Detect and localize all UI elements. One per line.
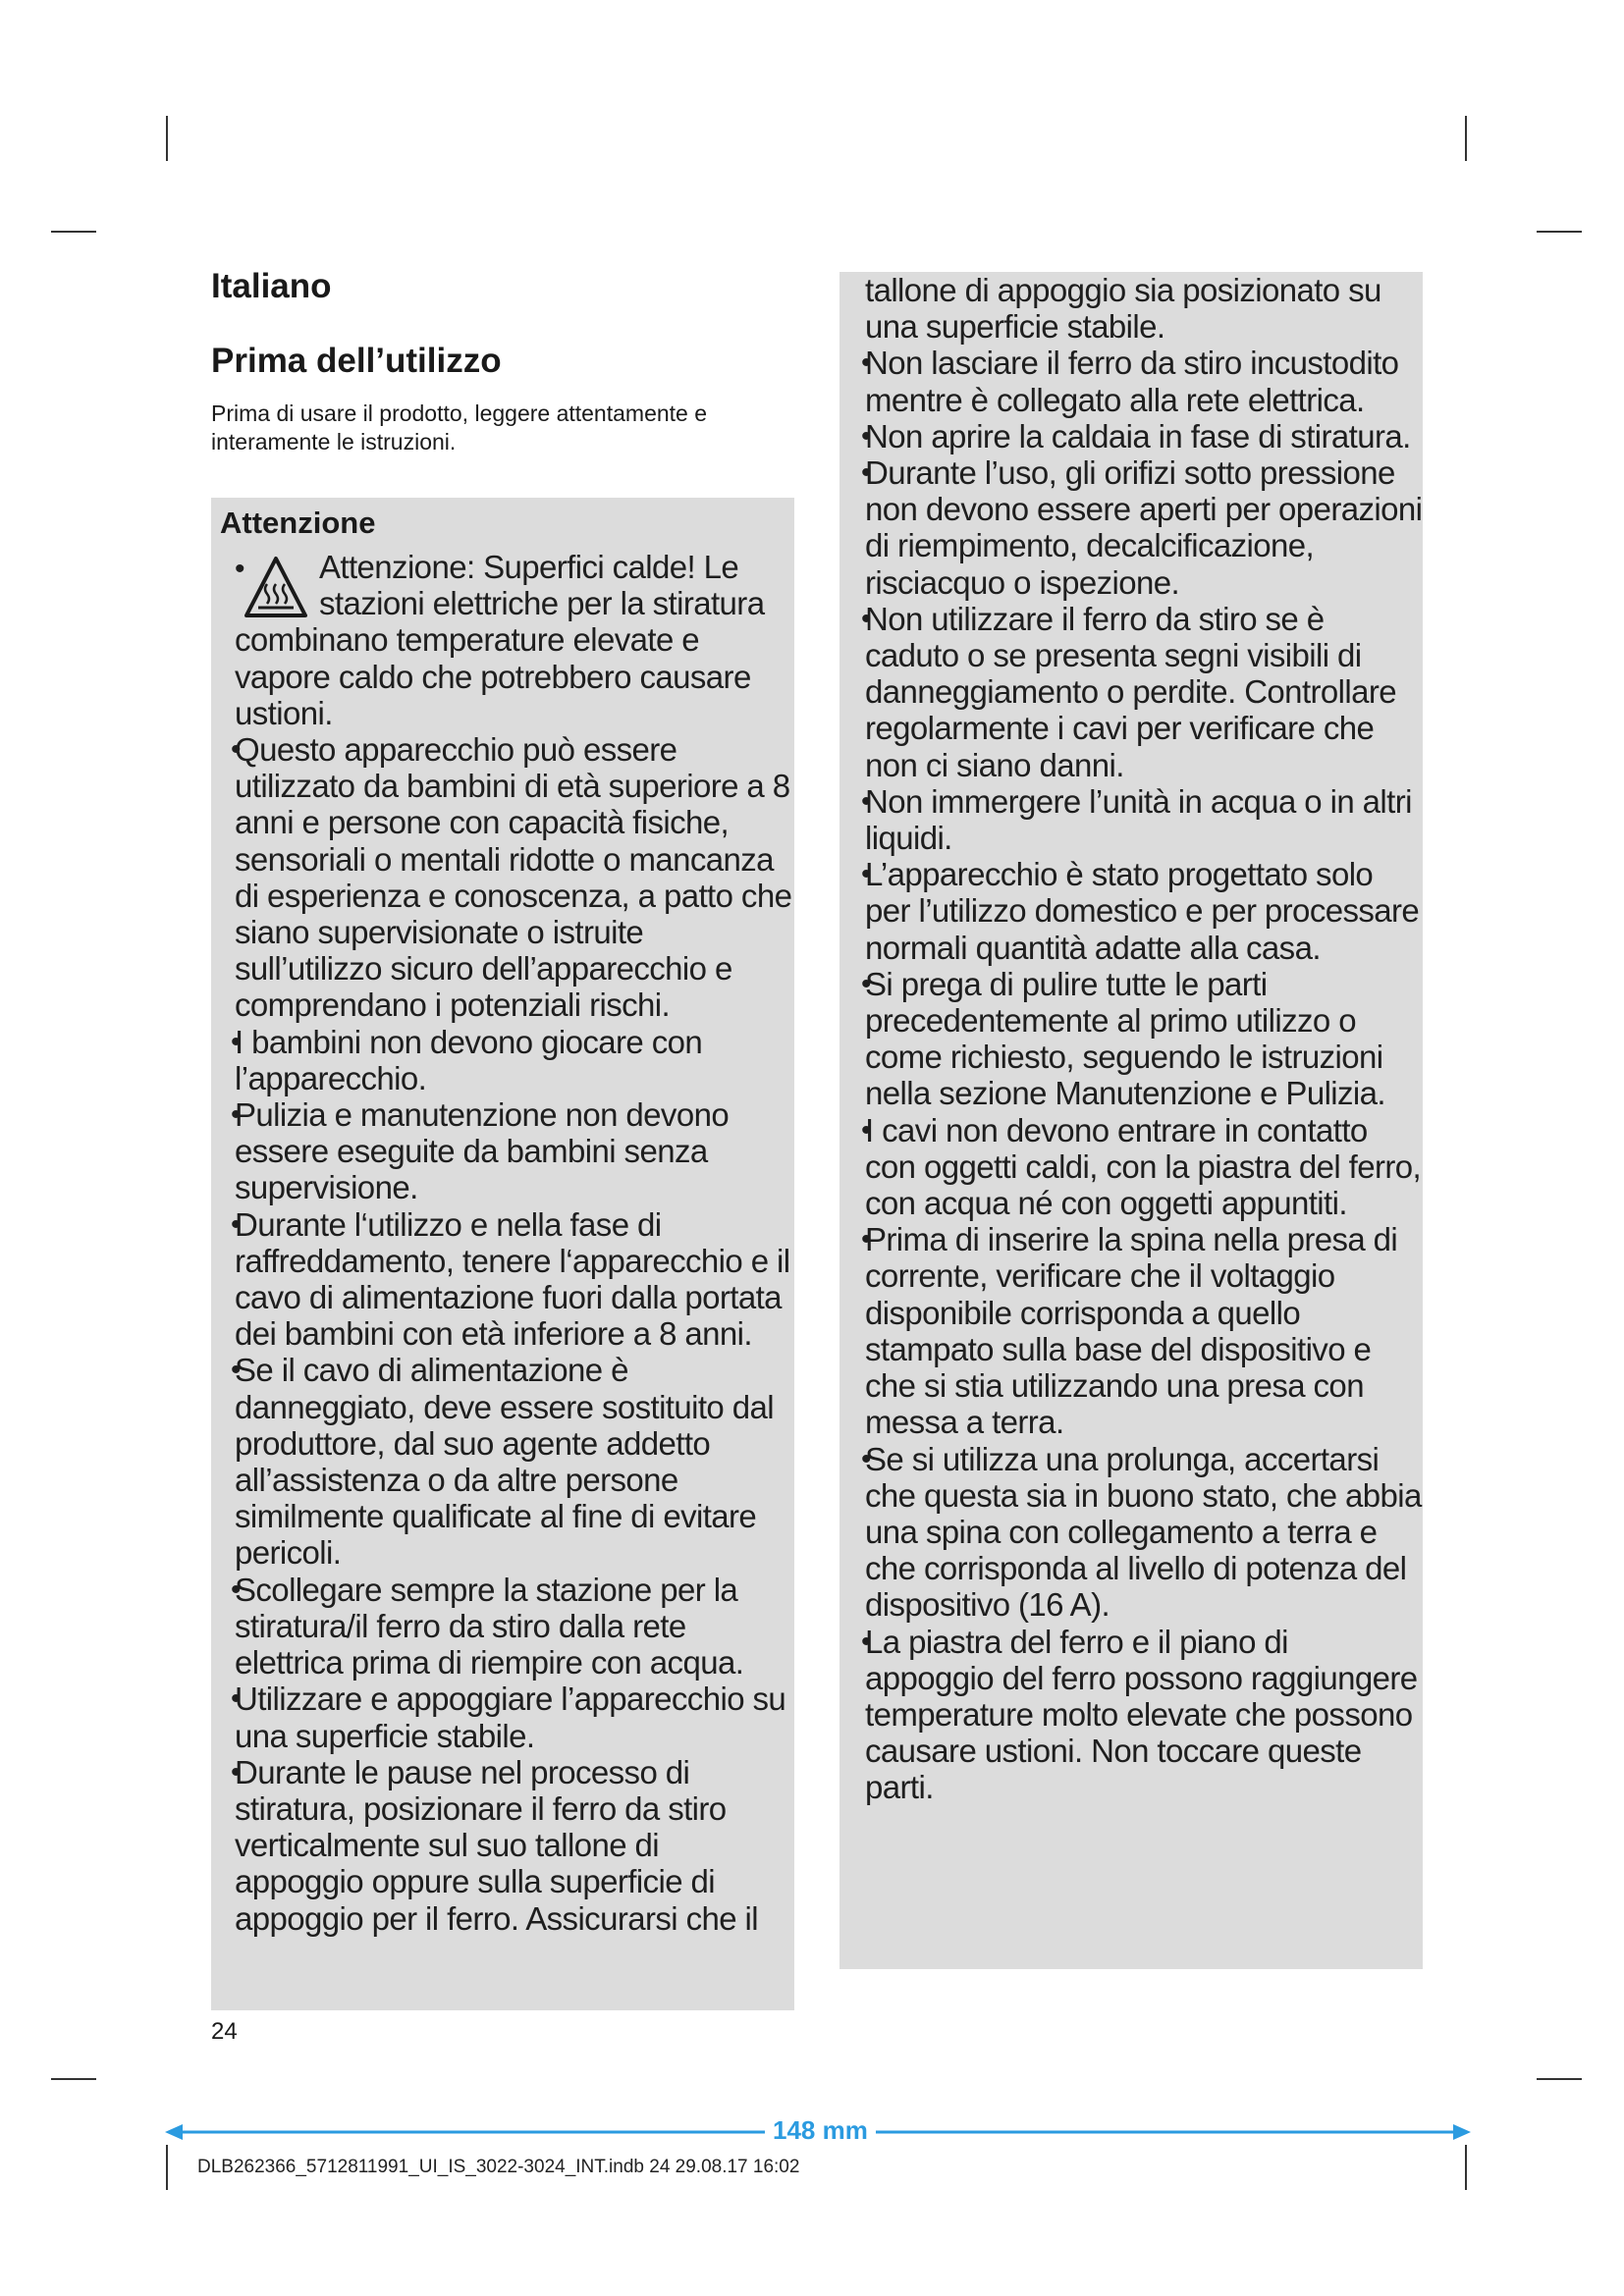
list-item: • La piastra del ferro e il piano di appoggio del ferro possono raggiungere temperature molto elevate che possono causare ustioni. Non toccare queste parti. (865, 1624, 1423, 1806)
list-item: • Questo apparecchio può essere utilizzato da bambini di età superiore a 8 anni e persone con capacità fisiche, sensoriali o mentali ridotte o mancanza di esperienza e conoscenza, a patto che siano supervisionate o istruite sull’utilizzo sicuro dell’apparecchio e comprendano i potenziali rischi. (235, 731, 792, 1024)
warning-box-right (839, 272, 1423, 1969)
hot-surface-warning-icon: • (235, 555, 307, 619)
crop-mark (166, 2145, 168, 2190)
language-title: Italiano (211, 267, 332, 305)
list-item: • Attenzione: Superfici calde! Le stazioni elettriche per la stiratura combinano temperature elevate e vapore caldo che potrebbero causare ustioni. (235, 549, 765, 731)
warning-list-left (235, 549, 792, 1937)
warning-box-left (211, 498, 794, 2010)
crop-mark (1537, 2078, 1582, 2080)
list-item: • Scollegare sempre la stazione per la stiratura/il ferro da stiro dalla rete elettrica prima di riempire con acqua. (235, 1572, 792, 1682)
crop-mark (51, 2078, 96, 2080)
list-item: tallone di appoggio sia posizionato su una superficie stabile. (865, 272, 1381, 346)
list-item: • Si prega di pulire tutte le parti precedentemente al primo utilizzo o come richiesto, seguendo le istruzioni nella sezione Manutenzione e Pulizia. (865, 966, 1423, 1112)
crop-mark (51, 231, 96, 233)
list-item: • Non aprire la caldaia in fase di stiratura. (865, 418, 1423, 454)
list-item: • Non immergere l’unità in acqua o in altri liquidi. (865, 783, 1423, 856)
intro-text: Prima di usare il prodotto, leggere attentamente e interamente le istruzioni. (211, 400, 708, 454)
warning-heading: Attenzione (220, 506, 376, 540)
crop-mark (1465, 116, 1467, 161)
print-footer: DLB262366_5712811991_UI_IS_3022-3024_INT.indb 24 29.08.17 16:02 (197, 2157, 800, 2177)
list-item: • Prima di inserire la spina nella presa di corrente, verificare che il voltaggio disponibile corrisponda a quello stampato sulla base del dispositivo e che si stia utilizzando una presa con messa a terra. (865, 1221, 1423, 1440)
crop-mark (1537, 231, 1582, 233)
list-item: • Durante l’uso, gli orifizi sotto pressione non devono essere aperti per operazioni di riempimento, decalcificazione, risciacquo o ispezione. (865, 454, 1423, 601)
ruler-label: 148 mm (765, 2115, 876, 2146)
list-item: • Durante l‘utilizzo e nella fase di raffreddamento, tenere l‘apparecchio e il cavo di alimentazione fuori dalla portata dei bambini con età inferiore a 8 anni. (235, 1206, 792, 1353)
list-item: • Durante le pause nel processo di stiratura, posizionare il ferro da stiro verticalmente sul suo tallone di appoggio oppure sulla superficie di appoggio per il ferro. Assicurarsi che il (235, 1754, 792, 1937)
warning-list-right (865, 272, 1423, 1806)
list-item: • I cavi non devono entrare in contatto con oggetti caldi, con la piastra del ferro, con acqua né con oggetti appuntiti. (865, 1112, 1423, 1222)
crop-mark (166, 116, 168, 161)
list-item: • Non lasciare il ferro da stiro incustodito mentre è collegato alla rete elettrica. (865, 345, 1423, 417)
list-item: • L’apparecchio è stato progettato solo per l’utilizzo domestico e per processare normali quantità adatte alla casa. (865, 856, 1423, 966)
list-item: • Non utilizzare il ferro da stiro se è caduto o se presenta segni visibili di danneggiamento o perdite. Controllare regolarmente i cavi per verificare che non ci siano danni. (865, 601, 1423, 783)
section-title: Prima dell’utilizzo (211, 342, 502, 380)
crop-mark (1465, 2145, 1467, 2190)
list-item: • I bambini non devono giocare con l’apparecchio. (235, 1024, 792, 1096)
list-item: • Pulizia e manutenzione non devono essere eseguite da bambini senza supervisione. (235, 1096, 792, 1206)
list-item: • Se si utilizza una prolunga, accertarsi che questa sia in buono stato, che abbia una spina con collegamento a terra e che corrisponda al livello di potenza del dispositivo (16 A). (865, 1441, 1423, 1624)
list-item: • Se il cavo di alimentazione è danneggiato, deve essere sostituito dal produttore, dal suo agente addetto all’assistenza o da altre persone similmente qualificate al fine di evitare pericoli. (235, 1352, 792, 1571)
list-item: • Utilizzare e appoggiare l’apparecchio su una superficie stabile. (235, 1681, 792, 1753)
page-number: 24 (211, 2018, 238, 2045)
